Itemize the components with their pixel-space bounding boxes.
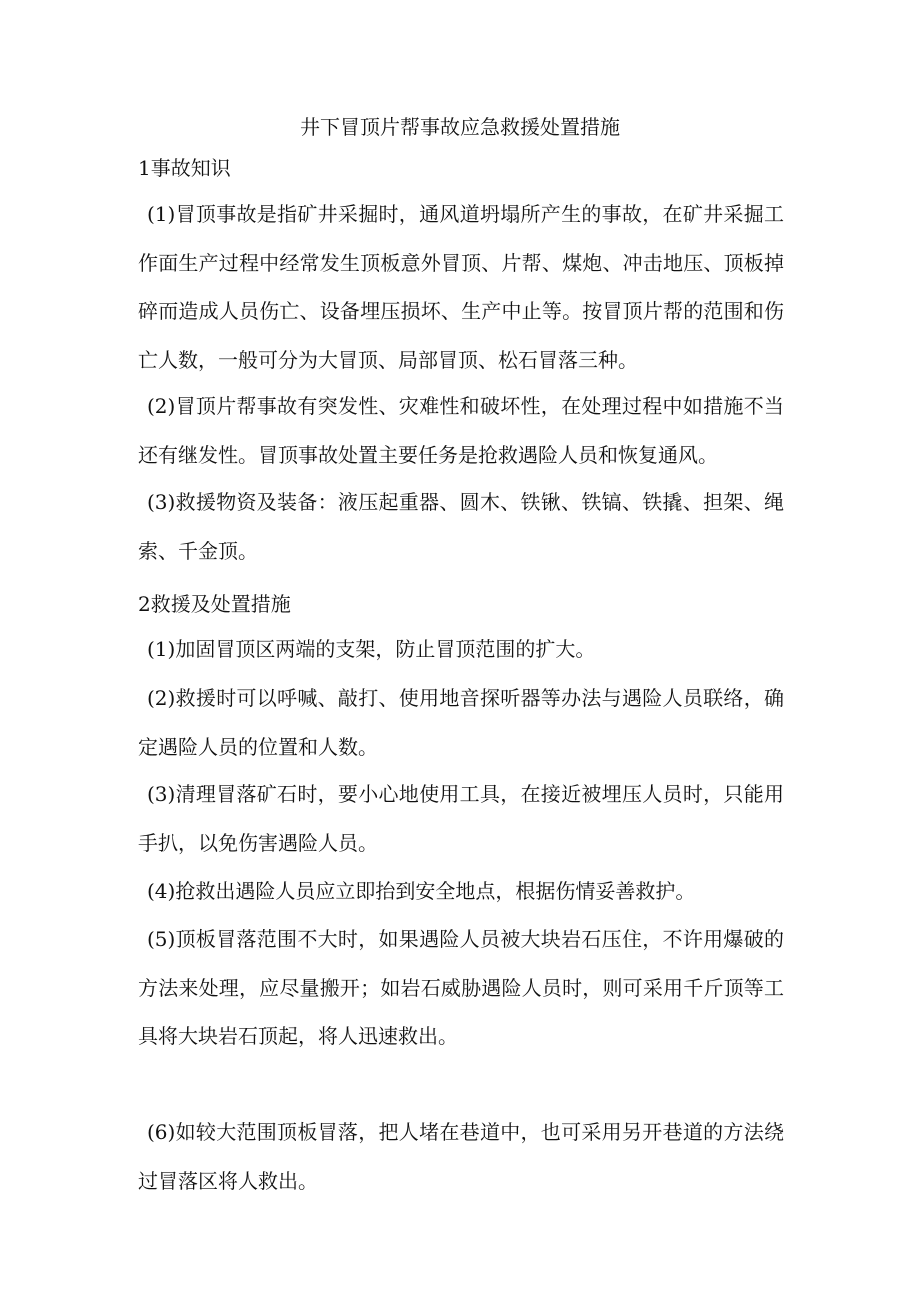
paragraph-reinforce-supports: (1)加固冒顶区两端的支架，防止冒顶范围的扩大。: [147, 637, 596, 661]
paragraph-contact-trapped: (2)救援时可以呼喊、敲打、使用地音探听器等办法与遇险人员联络，确定遇险人员的位置和人数。: [138, 686, 784, 759]
paragraph-roof-fall-definition: (1)冒顶事故是指矿井采掘时，通风道坍塌所产生的事故，在矿井采掘工作面生产过程中经常发生顶板意外冒顶、片帮、煤炮、冲击地压、顶板掉碎而造成人员伤亡、设备埋压损坏、生产中止等。按冒顶片帮的范围和伤亡人数，一般可分为大冒顶、局部冒顶、松石冒落三种。: [138, 202, 784, 372]
paragraph-large-roof-fall: (6)如较大范围顶板冒落，把人堵在巷道中，也可采用另开巷道的方法绕过冒落区将人救出。: [138, 1120, 784, 1193]
paragraph-rescue-equipment: (3)救援物资及装备：液压起重器、圆木、铁锹、铁镐、铁撬、担架、绳索、千金顶。: [138, 490, 784, 563]
section-heading-rescue-measures: 2救援及处置措施: [138, 592, 291, 616]
paragraph-accident-characteristics: (2)冒顶片帮事故有突发性、灾难性和破坏性，在处理过程中如措施不当还有继发性。冒顶事故处置主要任务是抢救遇险人员和恢复通风。: [138, 394, 784, 467]
paragraph-small-roof-fall: (5)顶板冒落范围不大时，如果遇险人员被大块岩石压住，不许用爆破的方法来处理，应尽量搬开；如岩石威胁遇险人员时，则可采用千斤顶等工具将大块岩石顶起，将人迅速救出。: [138, 927, 784, 1048]
document-title: 井下冒顶片帮事故应急救援处置措施: [300, 115, 620, 139]
section-heading-accident-knowledge: 1事故知识: [138, 156, 231, 180]
paragraph-clear-rocks: (3)清理冒落矿石时，要小心地使用工具，在接近被埋压人员时，只能用手扒，以免伤害遇险人员。: [138, 782, 784, 855]
paragraph-move-to-safety: (4)抢救出遇险人员应立即抬到安全地点，根据伤情妥善救护。: [147, 879, 696, 903]
